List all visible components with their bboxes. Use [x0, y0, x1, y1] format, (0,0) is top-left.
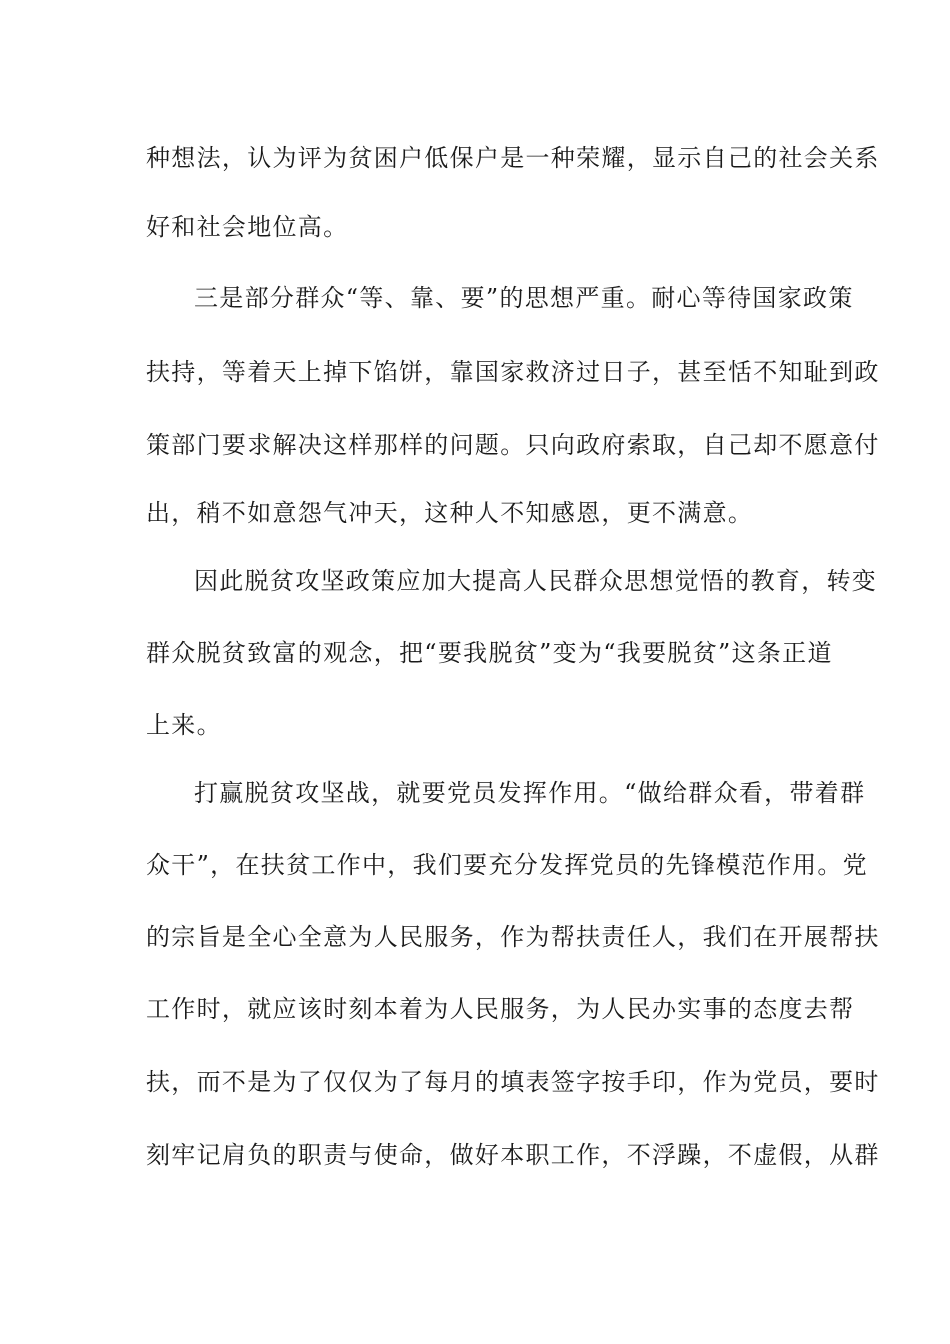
text-line: 众干”，在扶贫工作中，我们要充分发挥党员的先锋模范作用。党 [146, 851, 868, 879]
paragraph-start-line: 因此脱贫攻坚政策应加大提高人民群众思想觉悟的教育，转变 [194, 567, 878, 595]
text-line: 工作时，就应该时刻本着为人民服务，为人民办实事的态度去帮 [146, 995, 855, 1023]
text-line: 扶，而不是为了仅仅为了每月的填表签字按手印，作为党员，要时 [146, 1068, 880, 1096]
text-line: 策部门要求解决这样那样的问题。只向政府索取，自己却不愿意付 [146, 431, 880, 459]
text-line: 上来。 [146, 711, 222, 739]
text-line: 种想法，认为评为贫困户低保户是一种荣耀，显示自己的社会关系 [146, 144, 880, 172]
paragraph-start-line: 打赢脱贫攻坚战，就要党员发挥作用。“做给群众看，带着群 [194, 779, 866, 807]
paragraph-start-line: 三是部分群众“等、靠、要”的思想严重。耐心等待国家政策 [194, 284, 854, 312]
text-line: 刻牢记肩负的职责与使命，做好本职工作，不浮躁，不虚假，从群 [146, 1141, 880, 1169]
text-line: 好和社会地位高。 [146, 213, 349, 241]
text-line: 的宗旨是全心全意为人民服务，作为帮扶责任人，我们在开展帮扶 [146, 923, 880, 951]
text-line: 扶持，等着天上掉下馅饼，靠国家救济过日子，甚至恬不知耻到政 [146, 358, 880, 386]
text-line: 出，稍不如意怨气冲天，这种人不知感恩，更不满意。 [146, 499, 754, 527]
text-line: 群众脱贫致富的观念，把“要我脱贫”变为“我要脱贫”这条正道 [146, 639, 833, 667]
